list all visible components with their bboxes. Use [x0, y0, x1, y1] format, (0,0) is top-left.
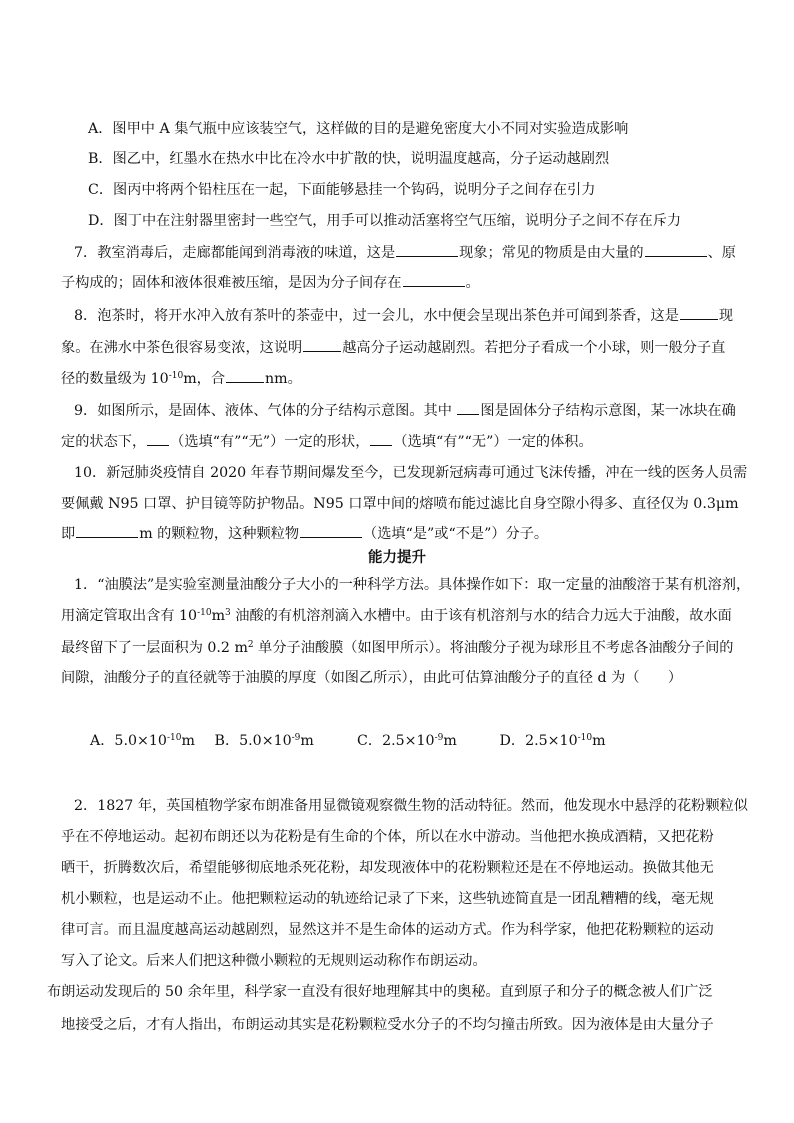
answer-blank[interactable] — [403, 272, 465, 287]
problem-2-para-2-line-1: 布朗运动发现后的 50 余年里，科学家一直没有很好地理解其中的奥秘。直到原子和分子的概念被人们广泛 — [47, 984, 713, 1000]
q7-text: 现象；常见的物质是由大量的 — [459, 245, 644, 261]
problem-2-line-5: 律可言。而且温度越高运动越剧烈，显然这并不是生命体的运动方式。作为科学家，他把花粉颗粒的运动 — [61, 922, 714, 938]
answer-blank[interactable] — [300, 523, 362, 538]
q10-text: m 的颗粒物，这种颗粒物 — [139, 526, 300, 542]
question-7-line-2 — [61, 272, 480, 293]
choice-text: C．2.5×10 — [357, 733, 435, 749]
question-10-line-1: 10．新冠肺炎疫情自 2020 年春节期间爆发至今，已发现新冠病毒可通过飞沫传播，冲在一线的医务人员需 — [74, 465, 748, 481]
section-title: 能力提升 — [368, 549, 426, 566]
answer-blank[interactable] — [457, 400, 479, 415]
problem-1-line-1: 1．“油膜法”是实验室测量油酸分子大小的一种科学方法。具体操作如下：取一定量的油酸溶于某有机溶剂， — [74, 577, 751, 593]
question-8-line-2 — [61, 337, 725, 358]
choice-text: D．2.5×10 — [499, 733, 578, 749]
option-a: A．图甲中 A 集气瓶中应该装空气，这样做的目的是避免密度大小不同对实验造成影响 — [88, 121, 629, 137]
exponent: -10 — [577, 733, 593, 743]
q9-text: 定的状态下， — [61, 434, 147, 450]
option-d: D．图丁中在注射器里密封一些空气，用手可以推动活塞将空气压缩，说明分子之间不存在斥力 — [88, 213, 682, 229]
choice-a[interactable] — [90, 731, 210, 751]
question-10-line-2: 要佩戴 N95 口罩、护目镜等防护物品。N95 口罩中间的熔喷布能过滤比自身空隙小得多、直径仅为 0.3μm — [61, 496, 739, 512]
answer-blank[interactable] — [370, 431, 392, 446]
exponent: -10 — [197, 608, 212, 618]
answer-blank[interactable] — [396, 242, 458, 257]
choice-c[interactable] — [357, 731, 495, 751]
p1-text: 用滴定管取出含有 10 — [61, 608, 198, 624]
answer-blank[interactable] — [645, 242, 707, 257]
exponent: -10 — [168, 371, 184, 381]
q7-text: 7．教室消毒后，走廊都能闻到消毒液的味道，这是 — [74, 245, 396, 261]
q8-text: 8．泡茶时，将开水冲入放有茶叶的茶壶中，过一会儿，水中便会呈现出茶色并可闻到茶香，这是 — [74, 308, 679, 324]
p1-text: m — [211, 608, 226, 624]
question-9-line-1 — [74, 400, 736, 421]
q8-text: m，合 — [183, 371, 226, 387]
problem-2-line-4: 机小颗粒，也是运动不止。他把颗粒运动的轨迹给记录了下来，这些轨迹简直是一团乱糟糟的线，毫无规 — [61, 891, 714, 907]
problem-2-line-6: 写入了论文。后来人们把这种微小颗粒的无规则运动称作布朗运动。 — [61, 953, 487, 969]
q9-text: （选填“有”“无”）一定的形状， — [170, 434, 370, 450]
problem-2-para-2-line-2: 地接受之后，才有人指出，布朗运动其实是花粉颗粒受水分子的不均匀撞击所致。因为液体是由大量分子 — [61, 1017, 714, 1033]
p1-text: 单分子油酸膜（如图甲所示）。将油酸分子视为球形且不考虑各油酸分子间的 — [253, 640, 734, 656]
p1-text: 最终留下了一层面积为 0.2 m — [61, 640, 248, 656]
exponent: 3 — [225, 608, 231, 618]
question-8-line-3 — [61, 368, 302, 389]
answer-blank[interactable] — [303, 337, 341, 352]
q7-text: 。 — [465, 275, 480, 291]
choice-text: B．5.0×10 — [214, 733, 292, 749]
problem-1-line-4: 间隙，油酸分子的直径就等于油膜的厚度（如图乙所示），由此可估算油酸分子的直径 d 为（ ） — [61, 670, 683, 686]
problem-2-line-1: 2．1827 年，英国植物学家布朗准备用显微镜观察微生物的活动特征。然而，他发现水中悬浮的花粉颗粒似 — [74, 798, 748, 814]
q8-text: 径的数量级为 10 — [61, 371, 169, 387]
option-c: C．图丙中将两个铅柱压在一起，下面能够悬挂一个钩码，说明分子之间存在引力 — [88, 182, 596, 198]
q10-text: 即 — [61, 526, 76, 542]
q9-text: （选填“有”“无”）一定的体积。 — [393, 434, 593, 450]
problem-2-line-3: 晒干，折腾数次后，希望能够彻底地杀死花粉，却发现液体中的花粉颗粒还是在不停地运动。换做其他无 — [61, 860, 714, 876]
exponent: -10 — [166, 733, 182, 743]
choice-text: m — [300, 733, 314, 749]
choice-text: m — [443, 733, 457, 749]
exponent: 2 — [247, 640, 254, 650]
problem-2-line-2: 乎在不停地运动。起初布朗还以为花粉是有生命的个体，所以在水中游动。当他把水换成酒精，又把花粉 — [61, 829, 714, 845]
question-10-line-3 — [61, 523, 548, 544]
q10-text: （选填“是”或“不是”）分子。 — [363, 526, 549, 542]
problem-1-options — [90, 731, 610, 751]
p1-text: 油酸的有机溶剂滴入水槽中。由于该有机溶剂与水的结合力远大于油酸，故水面 — [230, 608, 732, 624]
question-8-line-1 — [74, 305, 733, 326]
q8-text: 越高分子运动越剧烈。若把分子看成一个小球，则一般分子直 — [342, 340, 726, 356]
answer-blank[interactable] — [680, 305, 718, 320]
answer-blank[interactable] — [147, 431, 169, 446]
choice-b[interactable] — [215, 731, 353, 751]
q9-text: 图是固体分子结构示意图，某一冰块在确 — [480, 403, 736, 419]
choice-text: m — [181, 733, 195, 749]
q8-text: 象。在沸水中茶色很容易变浓，这说明 — [61, 340, 303, 356]
q8-text: nm。 — [265, 371, 302, 387]
q9-text: 9．如图所示，是固体、液体、气体的分子结构示意图。其中 — [74, 403, 457, 419]
problem-1-line-2 — [61, 606, 732, 626]
exponent: -9 — [291, 733, 301, 743]
q8-text: 现 — [718, 308, 734, 324]
q7-text: 、原 — [707, 245, 736, 261]
choice-text: m — [592, 733, 606, 749]
answer-blank[interactable] — [76, 523, 138, 538]
exponent: -9 — [434, 733, 444, 743]
choice-text: A．5.0×10 — [90, 733, 167, 749]
question-7-line-1 — [74, 242, 736, 263]
question-9-line-2 — [61, 431, 593, 452]
problem-1-line-3 — [61, 638, 733, 658]
choice-d[interactable] — [500, 731, 610, 751]
option-b: B．图乙中，红墨水在热水中比在冷水中扩散的快，说明温度越高，分子运动越剧烈 — [88, 151, 610, 167]
q7-text: 子构成的；固体和液体很难被压缩，是因为分子间存在 — [61, 275, 402, 291]
answer-blank[interactable] — [226, 368, 264, 383]
